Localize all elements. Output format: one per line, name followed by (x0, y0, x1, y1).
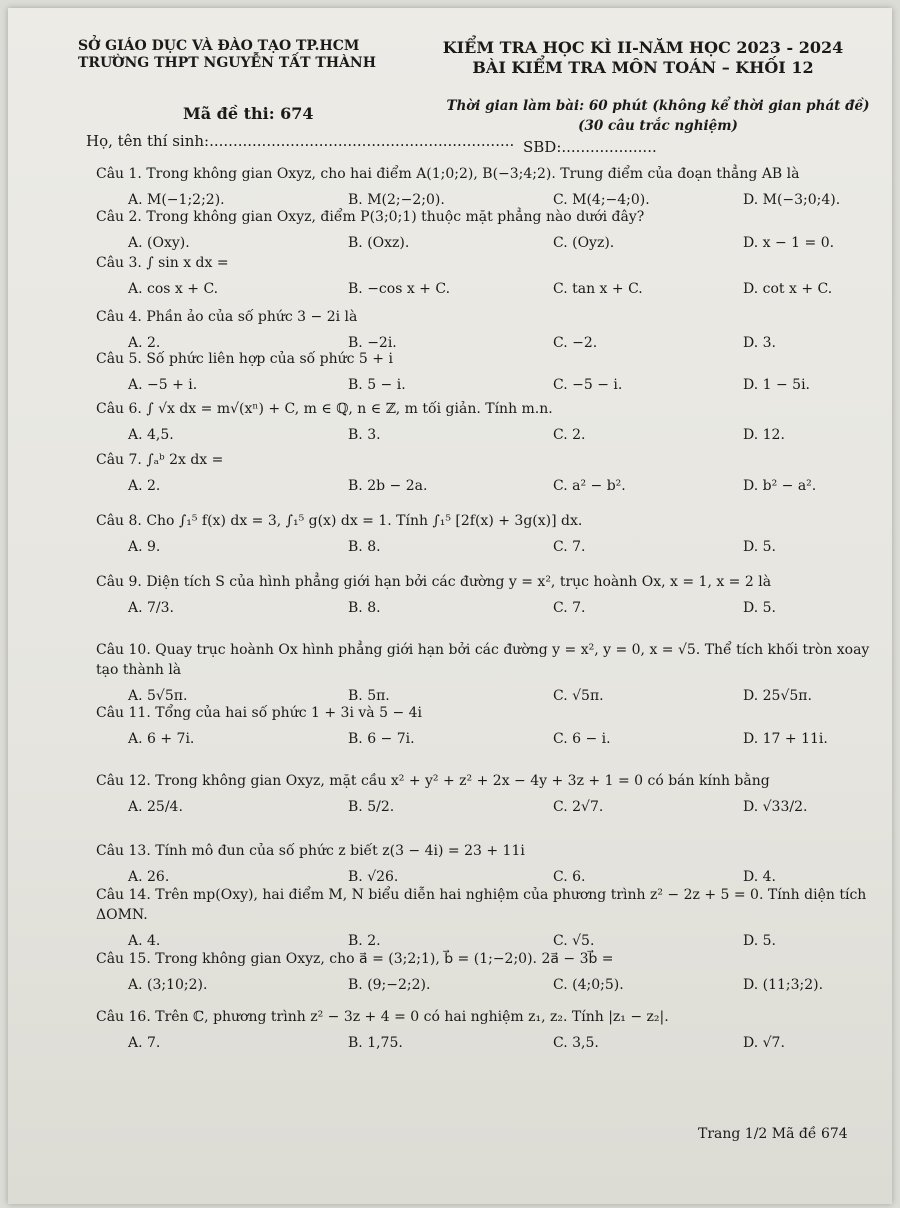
answer-option: D. (11;3;2). (743, 977, 824, 993)
header-left (78, 38, 438, 72)
question-text: Câu 16. Trên ℂ, phương trình z² − 3z + 4 = 0 có hai nghiệm z₁, z₂. Tính |z₁ − z₂|. (96, 1009, 669, 1025)
answer-option: B. √26. (348, 869, 399, 885)
answer-option: B. 5 − i. (348, 377, 406, 393)
answer-option: A. 2. (128, 478, 161, 494)
answer-option: C. M(4;−4;0). (553, 192, 650, 208)
question-text: Câu 13. Tính mô đun của số phức z biết z(3 − 4i) = 23 + 11i (96, 843, 525, 859)
question-text: Câu 15. Trong không gian Oxyz, cho a⃗ = (3;2;1), b⃗ = (1;−2;0). 2a⃗ − 3b⃗ = (96, 951, 614, 967)
school-name: TRƯỜNG THPT NGUYỄN TẤT THÀNH (78, 55, 376, 71)
answer-option: A. −5 + i. (128, 377, 198, 393)
answer-option: B. 6 − 7i. (348, 731, 415, 747)
question-text: Câu 4. Phần ảo của số phức 3 − 2i là (96, 309, 358, 325)
student-name-line: Họ, tên thí sinh:................................................................ (86, 132, 515, 150)
question-text: Câu 14. Trên mp(Oxy), hai điểm M, N biểu diễn hai nghiệm của phương trình z² − 2z + 5 = 0. Tính diện tích (96, 887, 867, 903)
subject-title: BÀI KIỂM TRA MÔN TOÁN – KHỐI 12 (472, 58, 814, 77)
answer-option: C. 3,5. (553, 1035, 599, 1051)
answer-option: B. 5/2. (348, 799, 395, 815)
question-text: Câu 5. Số phức liên hợp của số phức 5 + i (96, 351, 393, 367)
answer-option: A. 2. (128, 335, 161, 351)
answer-option: C. −2. (553, 335, 598, 351)
answer-option: A. M(−1;2;2). (128, 192, 225, 208)
answer-option: D. b² − a². (743, 478, 817, 494)
answer-option: A. 7. (128, 1035, 161, 1051)
answer-option: B. (9;−2;2). (348, 977, 431, 993)
answer-option: C. 2√7. (553, 799, 604, 815)
page-footer: Trang 1/2 Mã đề 674 (698, 1126, 848, 1142)
answer-option: D. 5. (743, 600, 776, 616)
answer-option: D. √7. (743, 1035, 785, 1051)
answer-option: C. 2. (553, 427, 586, 443)
question-text: Câu 10. Quay trục hoành Ox hình phẳng giới hạn bởi các đường y = x², y = 0, x = √5. Thể tích khối tròn xoay (96, 642, 870, 658)
answer-option: D. 25√5π. (743, 688, 812, 704)
answer-option: A. 25/4. (128, 799, 183, 815)
question-text: Câu 11. Tổng của hai số phức 1 + 3i và 5 − 4i (96, 705, 423, 721)
answer-option: A. cos x + C. (128, 281, 219, 297)
answer-option: B. 2b − 2a. (348, 478, 428, 494)
answer-option: C. −5 − i. (553, 377, 623, 393)
answer-option: D. 3. (743, 335, 776, 351)
time-limit: Thời gian làm bài: 60 phút (không kể thời gian phát đề) (446, 98, 870, 114)
student-id-line: SBD:.................... (523, 138, 657, 156)
answer-option: D. √33/2. (743, 799, 808, 815)
question-text: Câu 9. Diện tích S của hình phẳng giới hạn bởi các đường y = x², trục hoành Ox, x = 1, x = 2 là (96, 574, 772, 590)
question-text: Câu 8. Cho ∫₁⁵ f(x) dx = 3, ∫₁⁵ g(x) dx = 1. Tính ∫₁⁵ [2f(x) + 3g(x)] dx. (96, 513, 583, 529)
exam-paper (8, 8, 892, 1204)
answer-option: A. (Oxy). (128, 235, 190, 251)
question-text: Câu 12. Trong không gian Oxyz, mặt cầu x² + y² + z² + 2x − 4y + 3z + 1 = 0 có bán kính bằng (96, 773, 770, 789)
question-text: Câu 7. ∫ₐᵇ 2x dx = (96, 452, 224, 468)
answer-option: B. −2i. (348, 335, 397, 351)
answer-option: B. (Oxz). (348, 235, 410, 251)
question-text: Câu 6. ∫ √x dx = m√(xⁿ) + C, m ∈ ℚ, n ∈ ℤ, m tối giản. Tính m.n. (96, 401, 553, 417)
answer-option: B. 5π. (348, 688, 390, 704)
answer-option: B. 2. (348, 933, 381, 949)
answer-option: A. 6 + 7i. (128, 731, 195, 747)
answer-option: D. x − 1 = 0. (743, 235, 835, 251)
answer-option: D. cot x + C. (743, 281, 833, 297)
answer-option: D. 17 + 11i. (743, 731, 828, 747)
question-count: (30 câu trắc nghiệm) (578, 118, 738, 134)
answer-option: A. 9. (128, 539, 161, 555)
answer-option: D. 5. (743, 933, 776, 949)
answer-option: A. 4,5. (128, 427, 174, 443)
answer-option: B. 3. (348, 427, 381, 443)
question-text: Câu 3. ∫ sin x dx = (96, 255, 229, 271)
question-text-cont: tạo thành là (96, 662, 182, 678)
answer-option: D. 4. (743, 869, 776, 885)
answer-option: C. √5. (553, 933, 595, 949)
question-text: Câu 1. Trong không gian Oxyz, cho hai điểm A(1;0;2), B(−3;4;2). Trung điểm của đoạn thẳng AB là (96, 166, 800, 182)
answer-option: D. 1 − 5i. (743, 377, 810, 393)
exam-code: Mã đề thi: 674 (183, 104, 314, 123)
answer-option: C. a² − b². (553, 478, 626, 494)
answer-option: B. 1,75. (348, 1035, 403, 1051)
question-text: Câu 2. Trong không gian Oxyz, điểm P(3;0;1) thuộc mặt phẳng nào dưới đây? (96, 209, 645, 225)
answer-option: D. 5. (743, 539, 776, 555)
answer-option: B. 8. (348, 539, 381, 555)
answer-option: C. 7. (553, 539, 586, 555)
header-right (428, 38, 858, 78)
answer-option: B. M(2;−2;0). (348, 192, 445, 208)
answer-option: C. tan x + C. (553, 281, 643, 297)
answer-option: B. 8. (348, 600, 381, 616)
dept-name: SỞ GIÁO DỤC VÀ ĐÀO TẠO TP.HCM (78, 38, 360, 54)
answer-option: A. 5√5π. (128, 688, 188, 704)
answer-option: C. (Oyz). (553, 235, 615, 251)
answer-option: D. 12. (743, 427, 785, 443)
answer-option: A. 4. (128, 933, 161, 949)
answer-option: A. 7/3. (128, 600, 174, 616)
answer-option: C. (4;0;5). (553, 977, 624, 993)
answer-option: A. 26. (128, 869, 170, 885)
time-info (438, 96, 878, 136)
question-text-cont: ΔOMN. (96, 907, 148, 923)
exam-title: KIỂM TRA HỌC KÌ II-NĂM HỌC 2023 - 2024 (442, 38, 844, 57)
answer-option: C. 6. (553, 869, 586, 885)
answer-option: C. 7. (553, 600, 586, 616)
answer-option: D. M(−3;0;4). (743, 192, 841, 208)
answer-option: A. (3;10;2). (128, 977, 208, 993)
answer-option: C. 6 − i. (553, 731, 611, 747)
answer-option: C. √5π. (553, 688, 604, 704)
answer-option: B. −cos x + C. (348, 281, 451, 297)
